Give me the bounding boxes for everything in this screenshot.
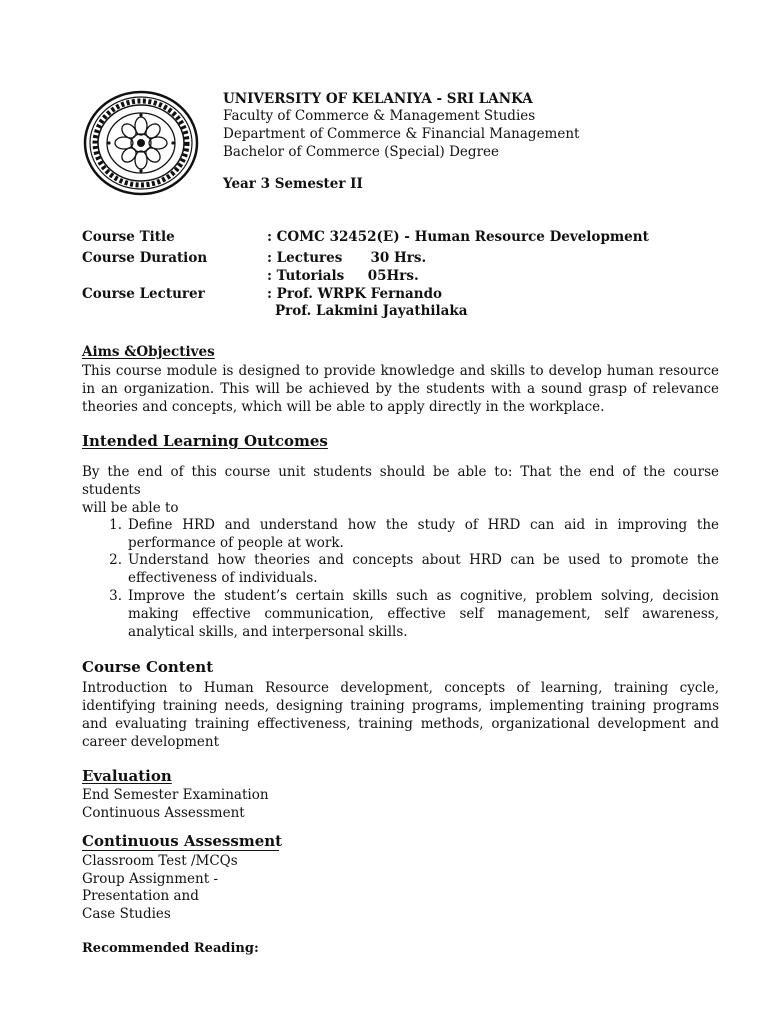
outcomes-heading: Intended Learning Outcomes	[82, 432, 328, 450]
course-duration-label: Course Duration	[82, 250, 208, 266]
department-name: Department of Commerce & Financial Management	[223, 126, 580, 142]
lectures-value: : Lectures 30 Hrs.	[267, 250, 427, 266]
continuous-heading-underline	[82, 850, 279, 851]
aims-line: theories and concepts, which will be able to apply directly in the workplace.	[82, 399, 605, 415]
content-line: career development	[82, 734, 220, 750]
outcome-line: Define HRD and understand how the study of HRD can aid in improving the	[128, 517, 719, 533]
outcome-line: analytical skills, and interpersonal skills.	[128, 624, 408, 640]
faculty-name: Faculty of Commerce & Management Studies	[223, 108, 536, 124]
continuous-heading: Continuous Assessment	[82, 832, 283, 850]
aims-line: in an organization. This will be achieved by the students with a sound grasp of relevance	[82, 381, 719, 397]
content-line: and evaluating training effectiveness, training methods, organizational development and	[82, 716, 719, 732]
lecturer-1: : Prof. WRPK Fernando	[267, 286, 443, 302]
degree-name: Bachelor of Commerce (Special) Degree	[223, 144, 499, 160]
content-line: identifying training needs, designing training programs, implementing training programs	[82, 698, 719, 714]
outcome-line: Improve the student’s certain skills such as cognitive, problem solving, decision	[128, 588, 719, 604]
content-heading: Course Content	[82, 658, 214, 676]
aims-paragraph	[82, 362, 719, 416]
evaluation-heading: Evaluation	[82, 767, 172, 785]
university-seal-icon	[83, 90, 199, 196]
outcome-number: 1.	[109, 517, 122, 533]
outcome-number: 3.	[109, 588, 122, 604]
content-line: Introduction to Human Resource development, concepts of learning, training cycle,	[82, 680, 719, 696]
evaluation-item: End Semester Examination	[82, 787, 269, 803]
continuous-item: Case Studies	[82, 906, 171, 922]
outcome-number: 2.	[109, 552, 122, 568]
reading-heading: Recommended Reading:	[82, 941, 259, 956]
continuous-item: Classroom Test /MCQs	[82, 853, 238, 869]
content-paragraph	[82, 679, 719, 751]
continuous-item: Group Assignment -	[82, 871, 219, 887]
outcome-line: Understand how theories and concepts about HRD can be used to promote the	[128, 552, 719, 568]
outcome-line: making effective communication, effective self management, self awareness,	[128, 606, 719, 622]
outcome-line: effectiveness of individuals.	[128, 570, 318, 586]
outcomes-intro-line: will be able to	[82, 500, 179, 516]
course-title-label: Course Title	[82, 229, 175, 245]
tutorials-value: : Tutorials 05Hrs.	[267, 268, 419, 284]
university-name: UNIVERSITY OF KELANIYA - SRI LANKA	[223, 91, 533, 107]
outcomes-intro-line: By the end of this course unit students should be able to: That the end of the course students	[82, 464, 719, 498]
aims-line: This course module is designed to provide knowledge and skills to develop human resource	[82, 363, 719, 379]
course-title-value: : COMC 32452(E) - Human Resource Development	[267, 229, 649, 245]
year-semester: Year 3 Semester II	[223, 176, 363, 192]
outcome-line: performance of people at work.	[128, 535, 344, 551]
aims-heading: Aims &Objectives	[82, 344, 215, 360]
outcomes-intro	[82, 463, 719, 517]
lecturer-2: Prof. Lakmini Jayathilaka	[275, 303, 468, 319]
course-lecturer-label: Course Lecturer	[82, 286, 205, 302]
evaluation-item: Continuous Assessment	[82, 805, 245, 821]
continuous-item: Presentation and	[82, 888, 199, 904]
